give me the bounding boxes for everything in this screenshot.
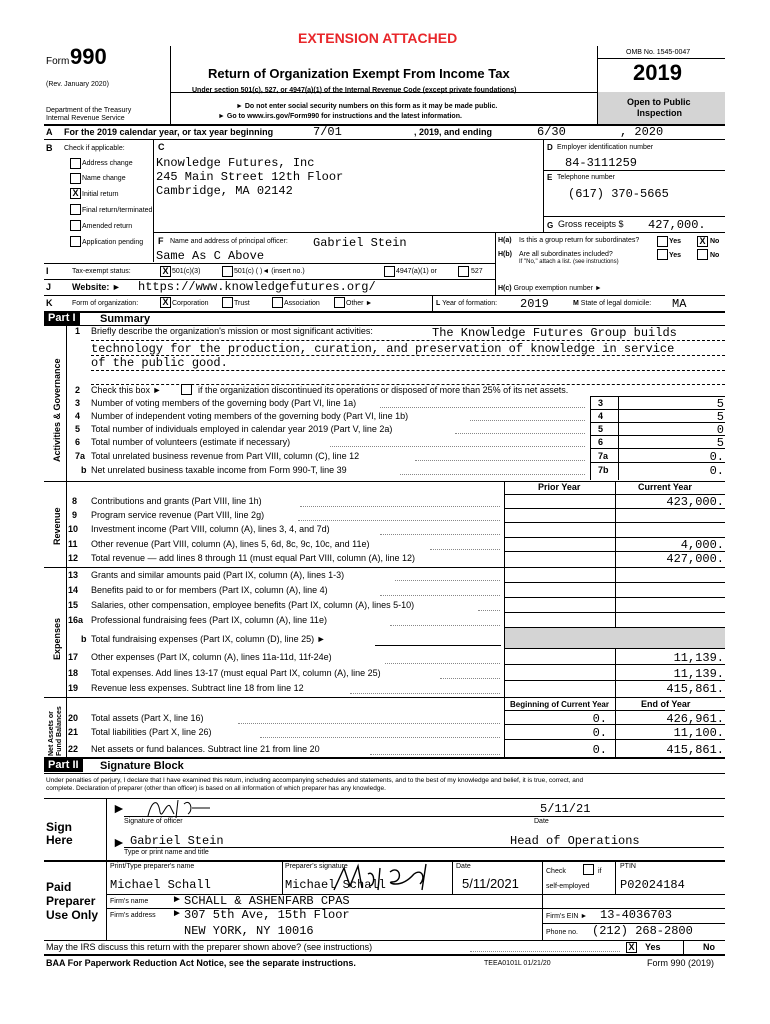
line7a-text: Total unrelated business revenue from Part VIII, column (C), line 12 [91,451,360,461]
line6-num: 6 [75,437,81,447]
amended-return-checkbox[interactable] [70,220,81,231]
firm-phone-label: Phone no. [546,929,578,936]
line7b-box: 7b [598,465,609,475]
line5-box: 5 [598,424,604,434]
baa-notice: BAA For Paperwork Reduction Act Notice, see the separate instructions. [46,958,356,968]
self-employed-checkbox[interactable] [583,864,594,875]
dept-treasury: Department of the Treasury [46,107,132,114]
tax-year: 2019 [633,60,682,85]
eoy-header: End of Year [641,699,691,709]
line15-text: Salaries, other compensation, employee benefits (Part IX, column (A), lines 5-10) [91,600,415,610]
group-exemption-label: Group exemption number ► [513,285,602,292]
sign-date: 5/11/21 [540,802,591,816]
line9-text: Program service revenue (Part VIII, line 2g) [91,510,265,520]
year-formation-value: 2019 [520,297,549,311]
sign-arrow-icon-2: ► [112,834,126,850]
sig-officer-label: Signature of officer [124,818,183,825]
line21-num: 21 [68,727,79,737]
ein-title: Employer identification number [557,144,654,151]
trust-label: Trust [234,300,250,307]
section-d-label: D [547,143,553,152]
line20-end: 426,961. [666,712,724,726]
hb-no-label: No [710,252,720,259]
line13-num: 13 [68,570,79,580]
preparer-name: Michael Schall [110,878,211,892]
line11-num: 11 [68,539,78,549]
discuss-question: May the IRS discuss this return with the preparer shown above? (see instructions) [46,942,373,952]
page-subtitle: Under section 501(c), 527, or 4947(a)(1) of the Internal Revenue Code (except private foundations) [192,87,517,94]
line22-num: 22 [68,744,79,754]
status-4947-label: 4947(a)(1) or [396,268,437,275]
corporation-checkbox[interactable]: X [160,297,171,308]
self-employed-label: self-employed [546,883,590,890]
address-change-checkbox[interactable] [70,158,81,169]
part2-label: Part II [44,759,83,772]
ha-yes-checkbox[interactable] [657,236,668,247]
officer-name: Gabriel Stein [130,834,224,848]
status-501c3-label: 501(c)(3) [172,268,201,275]
current-year-header: Current Year [638,482,692,492]
open-public-1: Open to Public [627,97,691,107]
sign-here-2: Here [46,833,73,847]
part1-title: Summary [100,313,151,325]
state-domicile-label [573,299,651,308]
firm-address-label: Firm's address [110,912,156,919]
principal-officer-name: Gabriel Stein [313,236,407,250]
line4-num: 4 [75,411,81,421]
initial-return-label: Initial return [82,191,119,198]
part1-label: Part I [44,312,80,325]
if-label: if [598,868,602,875]
line19-num: 19 [68,683,79,693]
status-501c-label: 501(c) ( )◄ (insert no.) [234,268,305,275]
tax-exempt-title: Tax-exempt status: [72,268,131,275]
firm-ein-label: Firm's EIN ► [546,913,588,920]
year-formation-label [436,299,497,308]
hb-text: Are all subordinates included? [519,251,613,258]
form-of-org-title: Form of organization: [72,300,139,307]
line1-num: 1 [75,326,81,336]
line3-num: 3 [75,398,81,408]
org-street: 245 Main Street 12th Floor [156,170,344,184]
sig-date-label: Date [534,818,549,825]
association-checkbox[interactable] [272,297,283,308]
side-activities: Activities & Governance [52,358,62,462]
line3-value: 5 [716,397,724,411]
line17-text: Other expenses (Part IX, column (A), lines 11a-11d, 11f-24e) [91,652,332,662]
m-text: State of legal domicile: [580,300,652,307]
firm-name: SCHALL & ASHENFARB CPAS [184,894,350,908]
line11-text: Other revenue (Part VIII, column (A), lines 5, 6d, 8c, 9c, 10c, and 11e) [91,539,370,549]
preparer-name-label: Print/Type preparer's name [110,863,195,870]
part2-title: Signature Block [100,760,184,772]
line10-text: Investment income (Part VIII, column (A), lines 3, 4, and 7d) [91,524,330,534]
line4-value: 5 [716,410,724,424]
line8-text: Contributions and grants (Part VIII, line 1h) [91,496,262,506]
section-b-title: Check if applicable: [64,145,125,152]
status-4947-checkbox[interactable] [384,266,395,277]
application-pending-checkbox[interactable] [70,236,81,247]
side-expenses: Expenses [52,617,62,660]
row-i-label: I [46,266,49,276]
line16a-num: 16a [68,615,84,625]
ha-no-label: No [710,238,720,245]
firm-address-2: NEW YORK, NY 10016 [184,924,314,938]
line2-text: Check this box ► [91,385,162,395]
hb-label: H(b) [498,251,512,258]
section-c-label: C [158,142,165,152]
line21-end: 11,100. [673,726,724,740]
line14-text: Benefits paid to or for members (Part IX, column (A), line 4) [91,585,328,595]
section-b-label: B [46,143,53,153]
status-501c-checkbox[interactable] [222,266,233,277]
hb-no-checkbox[interactable] [697,249,708,260]
line4-box: 4 [598,411,604,421]
prior-year-header: Prior Year [538,482,581,492]
trust-checkbox[interactable] [222,297,233,308]
section-e-label: E [547,173,553,182]
website-value: https://www.knowledgefutures.org/ [138,280,376,294]
line14-num: 14 [68,585,79,595]
rev-date: (Rev. January 2020) [46,81,109,88]
line21-begin: 0. [592,726,607,740]
row-a-mid: , 2019, and ending [414,127,493,137]
extension-banner: EXTENSION ATTACHED [298,30,458,46]
m-letter: M [573,300,579,307]
form-number: 990 [70,44,107,69]
principal-officer-title: Name and address of principal officer: [170,238,288,245]
mission-line-1: The Knowledge Futures Group builds [432,326,677,340]
ssn-note: ► Do not enter social security numbers on this form as it may be made public. [236,103,498,110]
line6-value: 5 [716,436,724,450]
line16b-text: Total fundraising expenses (Part IX, column (D), line 25) ► [91,634,326,644]
open-public-2: Inspection [637,108,683,118]
line7a-box: 7a [598,451,609,461]
ha-yes-label: Yes [669,238,682,245]
line19-current: 415,861. [666,682,724,696]
side-revenue: Revenue [52,507,62,545]
tax-year-end: 6/30 [537,125,566,139]
officer-title: Head of Operations [510,834,640,848]
penalty-text-2: complete. Declaration of preparer (other than officer) is based on all information of which preparer has any knowledge. [46,785,386,792]
page-title: Return of Organization Exempt From Income Tax [208,66,510,81]
irs-link-note: ► Go to www.irs.gov/Form990 for instructions and the latest information. [218,113,462,120]
final-return-checkbox[interactable] [70,204,81,215]
address-change-label: Address change [82,160,133,167]
firm-address-1: 307 5th Ave, 15th Floor [184,908,350,922]
preparer-ptin: P02024184 [620,878,685,892]
line6-text: Total number of volunteers (estimate if necessary) [91,437,291,447]
line4-text: Number of independent voting members of the governing body (Part VI, line 1b) [91,411,409,421]
line17-num: 17 [68,652,79,662]
line20-num: 20 [68,713,79,723]
final-return-label: Final return/terminated [82,207,153,214]
boy-header: Beginning of Current Year [510,700,609,709]
check-label: Check [546,868,566,875]
firm-phone: (212) 268-2800 [592,924,693,938]
line18-num: 18 [68,668,79,678]
line20-begin: 0. [592,712,607,726]
discuss-yes-checkbox[interactable]: X [626,942,637,953]
line2-checkbox[interactable] [181,384,192,395]
line5-text: Total number of individuals employed in calendar year 2019 (Part V, line 2a) [91,424,393,434]
line7a-num: 7a [75,451,86,461]
line7b-value: 0. [709,464,724,478]
tax-year-end-year: , 2020 [620,125,664,139]
row-j-label: J [46,282,52,292]
line3-box: 3 [598,398,604,408]
line22-begin: 0. [592,743,607,757]
line20-text: Total assets (Part X, line 16) [91,713,204,723]
name-change-checkbox[interactable] [70,173,81,184]
section-f-label: F [158,236,164,246]
penalty-text-1: Under penalties of perjury, I declare that I have examined this return, including accompanying schedules and statements, and to the best of my knowledge and belief, it is true, correct, and [46,777,584,784]
corporation-label: Corporation [172,300,209,307]
ptin-label: PTIN [620,863,636,870]
hc-label: H(c) [498,285,512,292]
ha-no-checkbox[interactable]: X [697,236,708,247]
firm-addr-arrow-icon: ► [172,908,182,919]
state-domicile-value: MA [672,297,687,311]
line15-num: 15 [68,600,79,610]
form-reference: Form 990 (2019) [647,958,715,968]
tax-year-begin: 7/01 [313,125,342,139]
line2-num: 2 [75,385,81,395]
type-name-label: Type or print name and title [124,849,209,856]
status-501c3-checkbox[interactable]: X [160,266,171,277]
hb-note: If "No," attach a list. (see instructions) [519,259,619,265]
form-code: TEEA0101L 01/21/20 [484,960,551,967]
row-k-label: K [46,298,53,308]
gross-receipts-value: 427,000. [648,218,706,232]
firm-arrow-icon: ► [172,894,182,905]
line7b-num: b [81,465,87,475]
side-net-assets: Net Assets or Fund Balances [48,706,63,756]
line13-text: Grants and similar amounts paid (Part IX, column (A), lines 1-3) [91,570,345,580]
sign-arrow-icon: ► [112,800,126,816]
org-name: Knowledge Futures, Inc [156,156,315,170]
mission-line-3: of the public good. [91,356,228,370]
status-527-checkbox[interactable] [458,266,469,277]
line11-current: 4,000. [680,538,724,552]
other-org-checkbox[interactable] [334,297,345,308]
website-title: Website: ► [72,282,121,292]
line7a-value: 0. [709,450,724,464]
line12-num: 12 [68,553,79,563]
preparer-date: 5/11/2021 [462,876,519,891]
line10-num: 10 [68,524,79,534]
dept-irs: Internal Revenue Service [46,115,125,122]
hb-yes-label: Yes [669,252,682,259]
line5-num: 5 [75,424,81,434]
firm-name-label: Firm's name [110,898,149,905]
row-a-text: For the 2019 calendar year, or tax year beginning [64,127,274,137]
ha-text: Is this a group return for subordinates? [519,237,640,244]
ha-label: H(a) [498,237,512,244]
gross-receipts-title: Gross receipts $ [558,219,624,229]
line12-text: Total revenue — add lines 8 through 11 (must equal Part VIII, column (A), line 12) [91,553,415,563]
preparer-signature [330,860,440,896]
form-word: Form [46,56,70,67]
use-only-label: Use Only [46,908,99,922]
line8-num: 8 [72,496,78,506]
amended-return-label: Amended return [82,223,133,230]
status-527-label: 527 [471,268,483,275]
line12-current: 427,000. [666,552,724,566]
other-org-label: Other ► [346,300,373,307]
line22-end: 415,861. [666,743,724,757]
discuss-no-label: No [703,942,715,952]
line16b-num: b [81,634,87,644]
line7b-text: Net unrelated business taxable income from Form 990-T, line 39 [91,465,347,475]
section-g-label: G [547,221,554,230]
preparer-date-label: Date [456,863,471,870]
line21-text: Total liabilities (Part X, line 26) [91,727,212,737]
l-text: Year of formation: [442,300,498,307]
paid-label: Paid [46,880,72,894]
mission-line-2: technology for the production, curation, and preservation of knowledge in service [91,342,675,356]
line3-text: Number of voting members of the governing body (Part VI, line 1a) [91,398,357,408]
hc-text [498,284,602,293]
firm-ein: 13-4036703 [600,908,673,922]
sign-here-1: Sign [46,820,72,834]
ein-value: 84-3111259 [565,156,638,170]
name-change-label: Name change [82,175,126,182]
hb-yes-checkbox[interactable] [657,249,668,260]
initial-return-checkbox[interactable]: X [70,188,81,199]
line19-text: Revenue less expenses. Subtract line 18 from line 12 [91,683,304,693]
l-letter: L [436,300,441,307]
discuss-yes-label: Yes [645,942,661,952]
row-a-label: A [46,127,53,137]
preparer-sig-label: Preparer's signature [285,863,348,870]
line18-current: 11,139. [673,667,724,681]
line1-text: Briefly describe the organization's mission or most significant activities: [91,326,373,336]
line2-rest: if the organization discontinued its operations or disposed of more than 25% of its net assets. [198,385,569,395]
line22-text: Net assets or fund balances. Subtract line 21 from line 20 [91,744,320,754]
omb-number: OMB No. 1545-0047 [626,49,691,56]
line5-value: 0 [716,423,724,437]
preparer-sig-typed: Michael Schall [285,878,386,892]
preparer-label: Preparer [46,894,96,908]
line8-current: 423,000. [666,495,724,509]
application-pending-label: Application pending [82,239,144,246]
association-label: Association [284,300,320,307]
line9-num: 9 [72,510,78,520]
line18-text: Total expenses. Add lines 13-17 (must equal Part IX, column (A), line 25) [91,668,381,678]
phone-value: (617) 370-5665 [568,187,669,201]
line17-current: 11,139. [673,651,724,665]
line16a-text: Professional fundraising fees (Part IX, column (A), line 11e) [91,615,327,625]
principal-officer-address: Same As C Above [156,249,265,263]
phone-title: Telephone number [557,174,615,181]
org-city: Cambridge, MA 02142 [156,184,293,198]
line6-box: 6 [598,437,604,447]
